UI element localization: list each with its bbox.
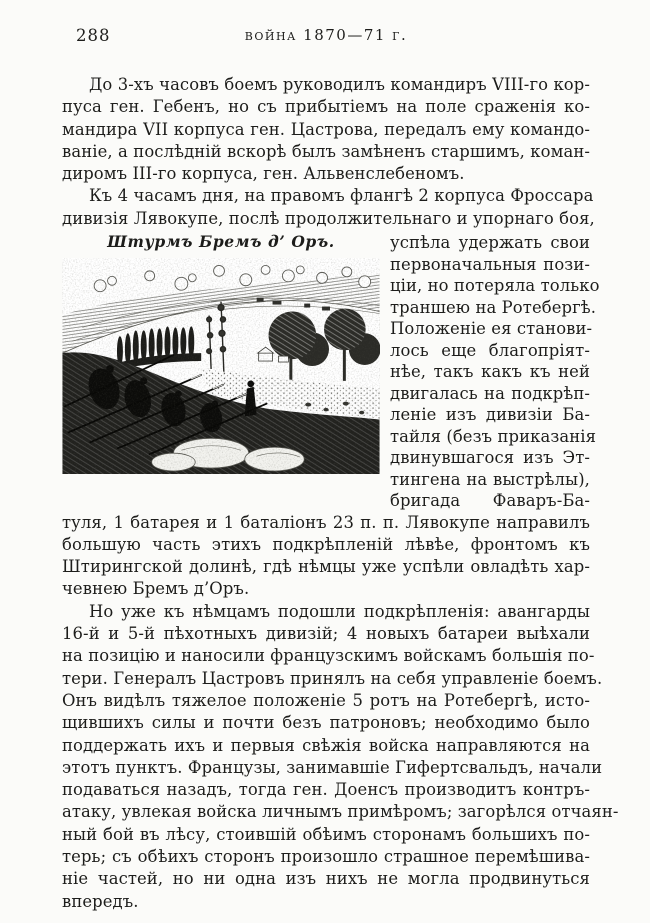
text-line: Онъ видѣлъ тяжелое положеніе 5 ротъ на Ротебергѣ, исто- bbox=[62, 690, 590, 710]
paragraph-1 bbox=[62, 74, 590, 185]
page-header bbox=[62, 26, 590, 48]
text-line: тери. Генералъ Цастровъ принялъ на себя управленіе боемъ. bbox=[62, 668, 603, 688]
text-line: чевнею Бремъ д’Оръ. bbox=[62, 579, 250, 599]
text-line: леніе изъ дивизіи Ба- bbox=[390, 405, 590, 425]
text-line: большую часть этихъ подкрѣпленій лѣвѣе, фронтомъ къ bbox=[62, 534, 590, 554]
text-line: ный бой въ лѣсу, стоившій обѣимъ сторонамъ большихъ по- bbox=[62, 824, 590, 844]
text-line: диромъ III-го корпуса, ген. Альвенслебеномъ. bbox=[62, 164, 465, 184]
text-line: щившихъ силы и почти безъ патроновъ; необходимо было bbox=[62, 713, 590, 733]
text-line: бригада Фаваръ-Ба- bbox=[390, 491, 590, 511]
text-line: первоначальныя пози- bbox=[390, 254, 590, 274]
text-line: нѣе, такъ какъ къ ней bbox=[390, 362, 590, 382]
text-line: мандира VII корпуса ген. Цастрова, передалъ ему командо- bbox=[62, 119, 590, 139]
text-line: ніе частей, но ни одна изъ нихъ не могла продвинуться bbox=[62, 869, 590, 889]
page-body bbox=[62, 74, 619, 913]
text-line: поддержать ихъ и первыя свѣжія войска направляются на bbox=[62, 735, 590, 755]
text-line: впередъ. bbox=[62, 891, 139, 911]
text-line: ціи, но потеряла только bbox=[390, 276, 600, 296]
figure-storm-of-brem-d-or bbox=[62, 232, 390, 512]
text-line: на позицію и наносили французскимъ войскамъ большія по- bbox=[62, 646, 595, 666]
text-line: тингена на выстрѣлы), bbox=[390, 469, 590, 489]
battle-engraving-image bbox=[62, 258, 380, 474]
text-line: этотъ пунктъ. Французы, занимавшіе Гифертсвальдъ, начали bbox=[62, 757, 603, 777]
text-line: Штирингской долинѣ, гдѣ нѣмцы уже успѣли овладѣть хар- bbox=[62, 557, 590, 577]
text-line: успѣла удержать свои bbox=[390, 233, 590, 253]
text-line: траншею на Ротебергѣ. bbox=[390, 297, 597, 317]
figure-caption: Штурмъ Бремъ д’ Оръ. bbox=[107, 232, 335, 252]
text-line: атаку, увлекая войска личнымъ примѣромъ; загорѣлся отчаян- bbox=[62, 802, 619, 822]
text-line: Къ 4 часамъ дня, на правомъ флангѣ 2 корпуса Фроссара bbox=[89, 186, 594, 206]
text-line: тайля (безъ приказанія bbox=[390, 426, 597, 446]
text-line: терь; съ обѣихъ сторонъ произошло страшное перемѣшива- bbox=[62, 847, 590, 867]
text-line: Но уже къ нѣмцамъ подошли подкрѣпленія: авангарды bbox=[89, 601, 590, 621]
text-line: Положеніе ея станови- bbox=[390, 319, 593, 339]
paragraph-2-wrapped-column bbox=[390, 232, 600, 512]
text-line: До 3-хъ часовъ боемъ руководилъ командиръ VIII-го кор- bbox=[89, 75, 590, 94]
text-line: двигалась на подкрѣп- bbox=[390, 383, 590, 403]
text-line: двинувшагося изъ Эт- bbox=[390, 448, 590, 468]
text-line: лось еще благопріят- bbox=[390, 340, 590, 360]
text-line: подаваться назадъ, тогда ген. Доенсъ производитъ контръ- bbox=[62, 780, 590, 800]
figure-with-wrapped-text bbox=[62, 232, 600, 512]
text-line: туля, 1 батарея и 1 баталіонъ 23 п. п. Лявокупе направилъ bbox=[62, 512, 590, 532]
text-line: дивизія Лявокупе, послѣ продолжительнаго и упорнаго боя, bbox=[62, 208, 595, 228]
paragraph-3 bbox=[62, 601, 619, 913]
page-number: 288 bbox=[76, 26, 111, 45]
paragraph-2-continuation bbox=[62, 512, 590, 601]
text-line: 16-й и 5-й пѣхотныхъ дивизій; 4 новыхъ батареи выѣхали bbox=[62, 624, 590, 644]
paragraph-2-intro bbox=[62, 185, 595, 230]
text-line: ваніе, а послѣдній вскорѣ былъ замѣненъ старшимъ, коман- bbox=[62, 141, 590, 161]
text-line: пуса ген. Гебенъ, но съ прибытіемъ на поле сраженія ко- bbox=[62, 97, 590, 117]
running-title: война 1870—71 г. bbox=[244, 26, 408, 44]
